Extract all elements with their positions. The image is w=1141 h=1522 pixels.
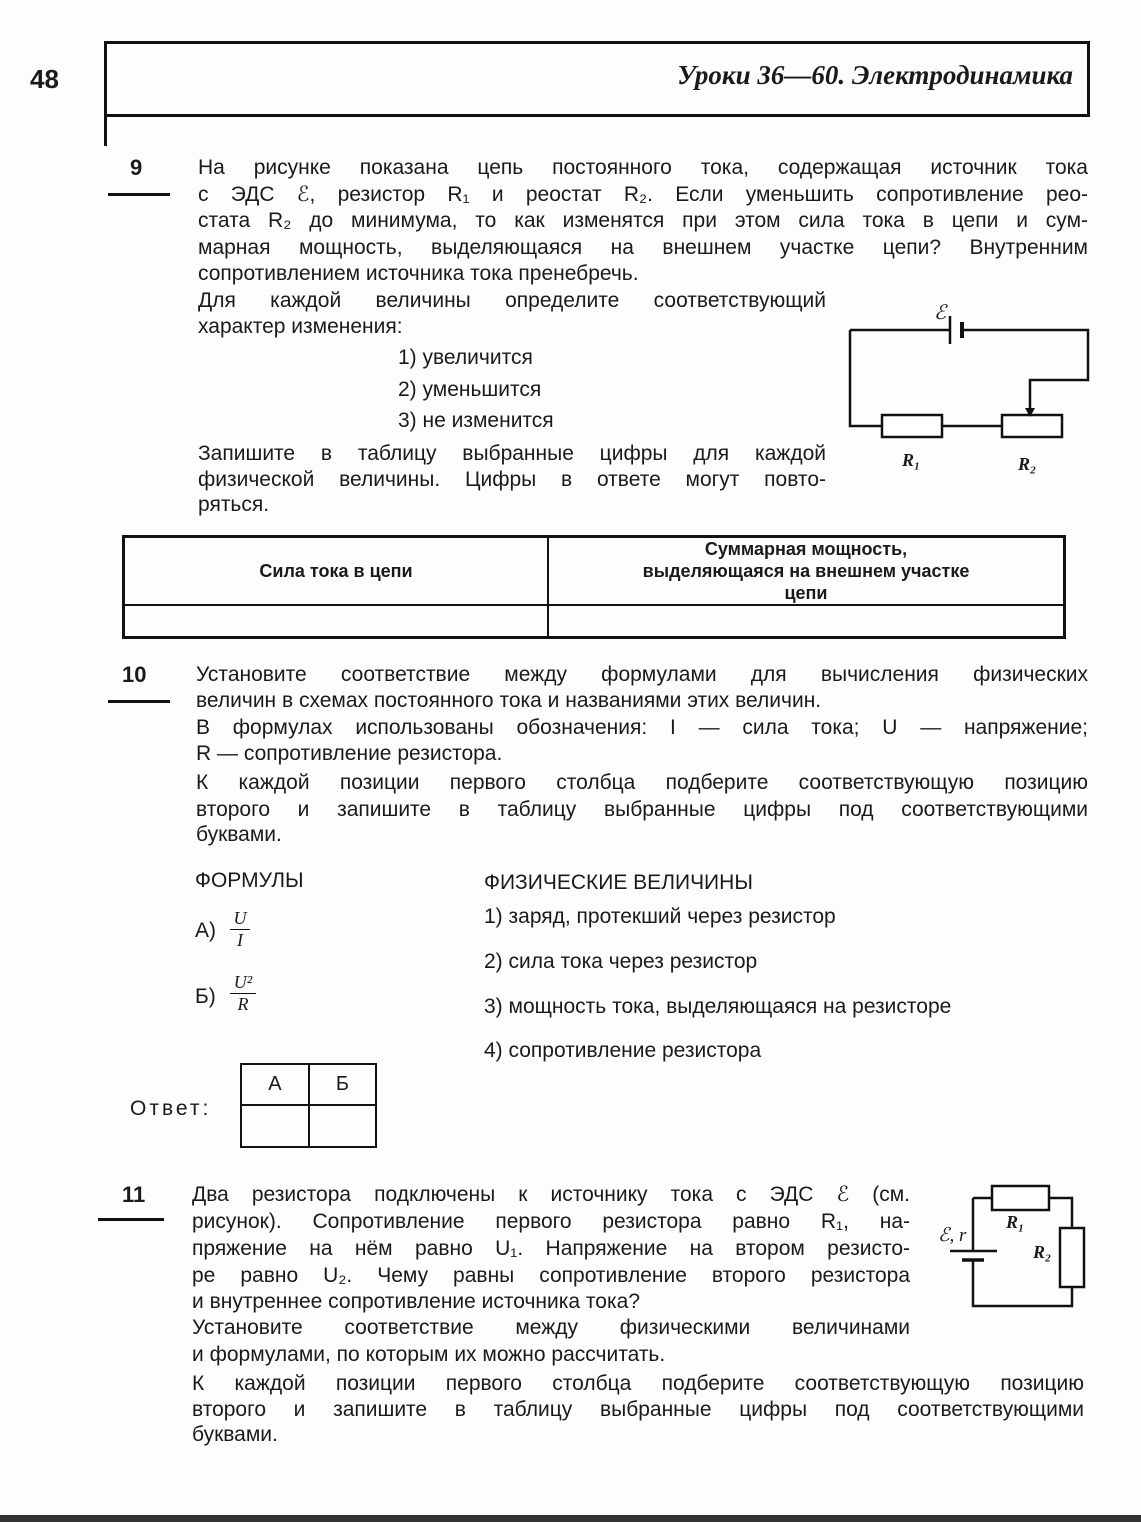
circuit-diagram-9 bbox=[840, 300, 1100, 480]
task-10-line: величин в схемах постоянного тока и названиями этих величин. bbox=[196, 689, 822, 712]
diagram-9-emf-label: ℰ bbox=[934, 302, 947, 324]
task-9-divider bbox=[108, 193, 170, 196]
table-header-power: Суммарная мощность, выделяющаяся на внешнем участке цепи bbox=[548, 537, 1065, 606]
task-11-line: и формулами, по которым их можно рассчитать. bbox=[192, 1343, 666, 1366]
formula-b-label: Б) bbox=[195, 985, 216, 1008]
task-10-answer-table bbox=[240, 1063, 377, 1148]
task-10-line: Установите соответствие между формулами для вычисления физических bbox=[196, 663, 1088, 686]
formula-b-denominator: R bbox=[237, 994, 249, 1014]
task-9-line: марная мощность, выделяющаяся на внешнем участке цепи? Внутренним bbox=[198, 236, 1088, 259]
task-9-answer-table bbox=[122, 535, 1066, 639]
formula-a-fraction bbox=[230, 908, 250, 951]
diagram-11-r1-label: R₁ bbox=[1006, 1212, 1025, 1232]
task-11-line: и внутреннее сопротивление источника тока? bbox=[192, 1290, 640, 1313]
task-11-line: буквами. bbox=[192, 1423, 278, 1446]
task-9-line: На рисунке показана цепь постоянного тока, содержащая источник тока bbox=[198, 156, 1088, 179]
task-9-line: с ЭДС ℰ, резистор R₁ и реостат R₂. Если уменьшить сопротивление рео- bbox=[198, 183, 1088, 206]
task-10-line: буквами. bbox=[196, 823, 282, 846]
formulas-header: ФОРМУЛЫ bbox=[195, 869, 304, 892]
task-10-divider bbox=[108, 700, 170, 703]
task-9-option: 3) не изменится bbox=[398, 409, 554, 432]
task-11-line: второго и запишите в таблицу выбранные цифры под соответствующими bbox=[192, 1398, 1084, 1421]
task-9-line: характер изменения: bbox=[198, 315, 403, 338]
task-10-number: 10 bbox=[122, 662, 147, 687]
task-9-line: Для каждой величины определите соответствующий bbox=[198, 289, 826, 312]
page-bottom-edge bbox=[0, 1515, 1141, 1522]
answer-cell-power[interactable] bbox=[548, 605, 1065, 637]
quantity-item: 1) заряд, протекший через резистор bbox=[484, 905, 836, 928]
task-9-line: физической величины. Цифры в ответе могут повто- bbox=[198, 468, 826, 491]
task-9-option: 1) увеличится bbox=[398, 346, 533, 369]
formula-a-denominator: I bbox=[237, 930, 243, 950]
task-9-line: стата R₂ до минимума, то как изменятся при этом сила тока в цепи и сум- bbox=[198, 209, 1088, 232]
task-9-option: 2) уменьшится bbox=[398, 378, 542, 401]
formula-a-numerator: U bbox=[230, 908, 250, 930]
page-number: 48 bbox=[30, 64, 59, 94]
answer-cell-b[interactable] bbox=[309, 1105, 376, 1147]
task-11-line: пряжение на нём равно U₁. Напряжение на втором резисто- bbox=[192, 1237, 910, 1260]
answer-label: Ответ: bbox=[130, 1097, 212, 1120]
header-stub-line bbox=[104, 110, 107, 146]
formula-b-numerator: U² bbox=[230, 972, 256, 994]
answer-col-a: А bbox=[241, 1064, 309, 1105]
task-9-line: Запишите в таблицу выбранные цифры для каждой bbox=[198, 442, 826, 465]
answer-cell-current[interactable] bbox=[124, 605, 549, 637]
task-9-line: сопротивлением источника тока пренебречь. bbox=[198, 262, 639, 285]
header-title: Уроки 36—60. Электродинамика bbox=[677, 60, 1073, 90]
task-11-line: ре равно U₂. Чему равны сопротивление второго резистора bbox=[192, 1264, 910, 1287]
quantity-item: 3) мощность тока, выделяющаяся на резисторе bbox=[484, 995, 952, 1018]
quantity-item: 2) сила тока через резистор bbox=[484, 950, 758, 973]
formula-a-label: А) bbox=[195, 919, 216, 942]
answer-cell-a[interactable] bbox=[241, 1105, 309, 1147]
formula-b-fraction bbox=[230, 972, 256, 1015]
task-11-line: К каждой позиции первого столбца подберите соответствующую позицию bbox=[192, 1372, 1084, 1395]
task-11-line: Установите соответствие между физическими величинами bbox=[192, 1316, 910, 1339]
task-10-line: К каждой позиции первого столбца подберите соответствующую позицию bbox=[196, 771, 1088, 794]
table-header-current: Сила тока в цепи bbox=[124, 537, 549, 606]
task-10-line: R — сопротивление резистора. bbox=[196, 742, 503, 765]
diagram-11-emf-label: ℰ, r bbox=[938, 1225, 967, 1246]
diagram-9-r2-label: R₂ bbox=[1018, 454, 1037, 474]
task-10-line: второго и запишите в таблицу выбранные цифры под соответствующими bbox=[196, 798, 1088, 821]
quantity-item: 4) сопротивление резистора bbox=[484, 1039, 762, 1062]
diagram-11-r2-label: R₂ bbox=[1033, 1242, 1052, 1262]
task-9-number: 9 bbox=[130, 155, 143, 180]
task-10-line: В формулах использованы обозначения: I — сила тока; U — напряжение; bbox=[196, 716, 1088, 739]
quantities-header: ФИЗИЧЕСКИЕ ВЕЛИЧИНЫ bbox=[484, 871, 753, 894]
task-11-line: Два резистора подключены к источнику тока с ЭДС ℰ (см. bbox=[192, 1183, 910, 1206]
task-11-number: 11 bbox=[122, 1182, 146, 1207]
task-9-line: ряться. bbox=[198, 493, 270, 516]
task-11-line: рисунок). Сопротивление первого резистора равно R₁, на- bbox=[192, 1210, 910, 1233]
answer-col-b: Б bbox=[309, 1064, 376, 1105]
task-11-divider bbox=[98, 1218, 164, 1221]
diagram-9-r1-label: R₁ bbox=[902, 450, 921, 470]
